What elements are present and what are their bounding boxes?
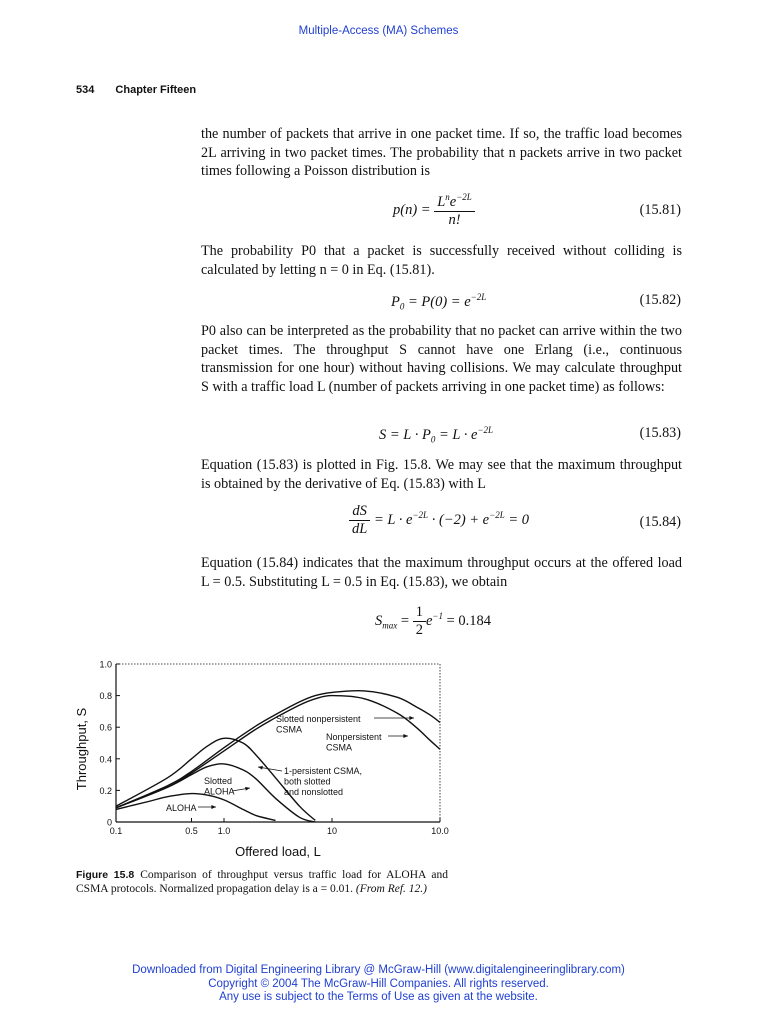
x-tick-label: 0.5 [185, 826, 198, 836]
eq-number-15-84: (15.84) [639, 514, 681, 530]
arrow-aloha-head [211, 805, 216, 809]
y-axis-label: Throughput, S [74, 707, 89, 791]
x-axis-label: Offered load, L [235, 844, 321, 859]
eq81-num-exp-n: n [445, 192, 450, 202]
chart-lines [116, 691, 440, 822]
eq-number-15-81: (15.81) [639, 202, 681, 218]
x-tick-label: 1.0 [217, 826, 231, 836]
eq85-exp: −1 [432, 611, 443, 621]
eq84-den: dL [352, 521, 368, 537]
y-tick-label: 0.6 [99, 722, 112, 733]
eq85-eq: = [397, 612, 413, 629]
eq85-den: 2 [415, 622, 423, 638]
x-tick-label: 10 [326, 826, 338, 836]
series-slotted-nonpersistent-csma [116, 691, 440, 808]
equation-15-84 [349, 503, 529, 538]
eq85-e: e [425, 612, 433, 629]
y-tick-label: 0 [106, 817, 112, 828]
eq85-fraction [413, 604, 426, 639]
arrow-1-persistent-head [258, 766, 263, 770]
label-slotted-aloha: ALOHA [204, 786, 235, 797]
eq82-sub: 0 [399, 301, 405, 312]
equation-15-83 [379, 425, 493, 445]
caption-source: (From Ref. 12.) [355, 882, 428, 895]
eq83-exp: −2L [477, 425, 494, 435]
paragraph-2: The probability P0 that a packet is successfully received without colliding is calculated by letting n = 0 in Eq. (15.81). [201, 243, 682, 278]
footer-line-1[interactable]: Downloaded from Digital Engineering Library @ McGraw-Hill (www.digitalengineeringlibrary.com) [132, 964, 625, 976]
eq81-num-L: L [437, 193, 446, 210]
paragraph-5: Equation (15.84) indicates that the maximum throughput occurs at the offered load L = 0.5. Substituting L = 0.5 in Eq. (15.83), we obtain [201, 555, 682, 590]
footer-line-3: Any use is subject to the Terms of Use as given at the website. [219, 991, 538, 1003]
eq83-lhs: S = L · P [379, 426, 431, 443]
paragraph-4: Equation (15.83) is plotted in Fig. 15.8. We may see that the maximum throughput is obtained by the derivative of Eq. (15.83) with L [201, 457, 682, 492]
x-tick-label: 10.0 [431, 826, 449, 836]
footer [0, 964, 757, 1005]
eq81-denominator: n! [448, 211, 461, 228]
eq84-rhs2: · (−2) + e [428, 511, 490, 528]
equation-15-81 [393, 192, 475, 229]
eq82-mid: = P(0) = e [404, 293, 471, 310]
eq-number-15-82: (15.82) [639, 292, 681, 308]
eq82-exp: −2L [470, 292, 487, 302]
throughput-chart [70, 654, 450, 862]
eq84-rhs1: = L · e [370, 511, 413, 528]
eq83-mid: = L · e [435, 426, 478, 443]
arrow-nonpersistent-head [403, 734, 408, 738]
label-1-persistent-csma: both slotted [284, 776, 331, 787]
label-aloha: ALOHA [166, 803, 197, 813]
y-tick-label: 0.8 [99, 691, 112, 702]
arrow-slotted-aloha-head [245, 787, 250, 791]
header-link-title[interactable]: Multiple-Access (MA) Schemes [298, 25, 459, 37]
eq84-exp2: −2L [489, 510, 505, 520]
eq82-P: P [391, 293, 400, 310]
page-number: 534 [76, 84, 95, 96]
eq84-exp1: −2L [412, 510, 429, 520]
eq85-tail: = 0.184 [442, 612, 492, 629]
arrow-slotted-nonpersistent-head [409, 716, 414, 720]
x-tick-label: 0.1 [109, 826, 123, 836]
label-nonpersistent-csma: Nonpersistent [326, 732, 382, 742]
figure-caption [76, 869, 448, 896]
equation-smax [375, 604, 491, 639]
paragraph-3: P0 also can be interpreted as the probability that no packet can arrive within the two packet times. The throughput S cannot have one Erlang (i.e., continuous transmission for one hour) without having collisions. We may calculate throughput S with a traffic load L (number of packets arriving in one packet time) as follows: [201, 323, 682, 395]
eq81-fraction [434, 192, 475, 229]
chart-axes [74, 660, 449, 860]
eq83-sub: 0 [430, 434, 436, 445]
running-head [76, 84, 196, 96]
eq85-sub: max [382, 620, 398, 631]
eq85-S: S [375, 612, 383, 629]
eq81-num-e: e [449, 193, 457, 210]
eq-number-15-83: (15.83) [639, 425, 681, 441]
y-tick-label: 1.0 [99, 659, 112, 670]
y-tick-label: 0.2 [99, 785, 112, 796]
paragraph-1: the number of packets that arrive in one packet time. If so, the traffic load becomes 2L arriving in two packet times. The probability that n packets arrive in two packet times following a Poisson distribution is [201, 126, 682, 179]
label-slotted-aloha: Slotted [204, 776, 233, 786]
caption-text: Comparison of throughput versus traffic load for ALOHA and CSMA protocols. Normalized propagation delay is a = 0.01. [76, 869, 448, 895]
label-slotted-nonpersistent-csma: CSMA [276, 724, 303, 735]
eq81-num-exp: −2L [456, 192, 472, 202]
y-tick-label: 0.4 [99, 754, 112, 765]
equation-15-82 [391, 292, 486, 312]
eq84-rhs3: = 0 [504, 511, 530, 528]
eq81-lhs: p(n) = [393, 201, 431, 218]
label-slotted-nonpersistent-csma: Slotted nonpersistent [276, 714, 361, 724]
chapter-title: Chapter Fifteen [115, 84, 197, 96]
label-nonpersistent-csma: CSMA [326, 742, 353, 753]
footer-line-2: Copyright © 2004 The McGraw-Hill Companies. All rights reserved. [208, 977, 549, 990]
eq84-fraction [349, 503, 370, 538]
label-1-persistent-csma: and nonslotted [284, 787, 344, 797]
caption-label: Figure 15.8 [76, 869, 135, 881]
label-1-persistent-csma: 1-persistent CSMA, [284, 766, 363, 776]
eq85-num: 1 [413, 604, 426, 622]
eq84-num: dS [349, 503, 370, 521]
